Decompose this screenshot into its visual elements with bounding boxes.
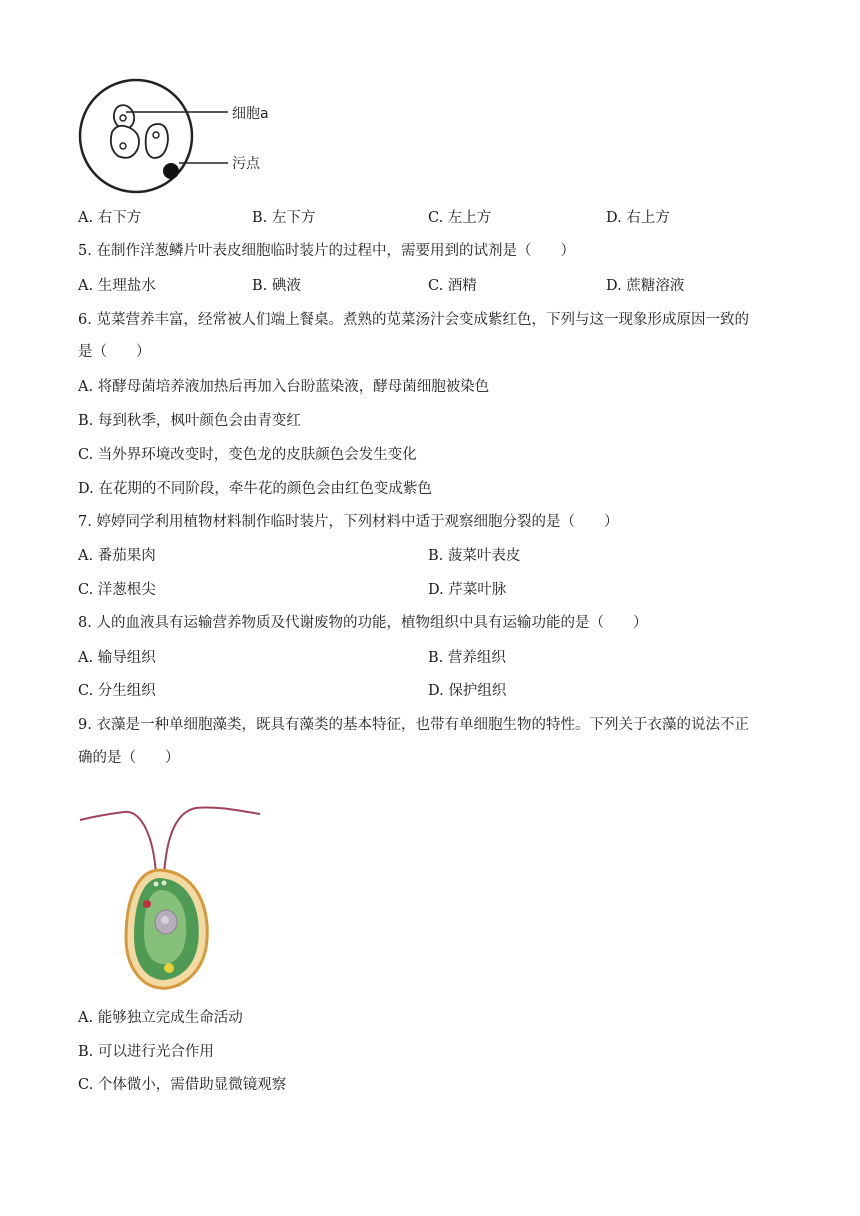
label-stain: 污点 — [232, 156, 260, 172]
q5-stem: 5. 在制作洋葱鳞片叶表皮细胞临时装片的过程中，需要用到的试剂是（ ） — [78, 243, 575, 259]
q8-option-b: B. 营养组织 — [428, 650, 506, 666]
q4-option-c: C. 左上方 — [428, 210, 492, 226]
q9-option-b: B. 可以进行光合作用 — [78, 1044, 214, 1060]
q6-option-a: A. 将酵母菌培养液加热后再加入台盼蓝染液，酵母菌细胞被染色 — [78, 379, 490, 395]
q8-stem: 8. 人的血液具有运输营养物质及代谢废物的功能，植物组织中具有运输功能的是（ ） — [78, 615, 648, 631]
q8-option-a: A. 输导组织 — [78, 650, 156, 666]
flagellum-right — [164, 807, 260, 876]
cell-shape — [111, 126, 139, 158]
q5-option-b: B. 碘液 — [252, 278, 301, 294]
q6-stem-line2: 是（ ） — [78, 344, 151, 360]
q7-stem: 7. 婷婷同学利用植物材料制作临时装片，下列材料中适于观察细胞分裂的是（ ） — [78, 514, 619, 530]
pyrenoid — [164, 963, 174, 973]
q8-option-d: D. 保护组织 — [428, 683, 507, 699]
q7-option-a: A. 番茄果肉 — [78, 548, 156, 564]
q6-option-d: D. 在花期的不同阶段，牵牛花的颜色会由红色变成紫色 — [78, 481, 432, 497]
q7-option-b: B. 菠菜叶表皮 — [428, 548, 521, 564]
cell-shape — [146, 124, 168, 158]
q6-option-c: C. 当外界环境改变时，变色龙的皮肤颜色会发生变化 — [78, 447, 417, 463]
q9-option-a: A. 能够独立完成生命活动 — [78, 1010, 243, 1026]
microscope-field-figure — [76, 76, 286, 196]
q5-option-c: C. 酒精 — [428, 278, 477, 294]
q9-option-c: C. 个体微小，需借助显微镜观察 — [78, 1077, 287, 1093]
stain-dot — [163, 163, 179, 179]
q5-option-a: A. 生理盐水 — [78, 278, 156, 294]
q6-option-b: B. 每到秋季，枫叶颜色会由青变红 — [78, 413, 301, 429]
q6-stem-line1: 6. 苋菜营养丰富，经常被人们端上餐桌。煮熟的苋菜汤汁会变成紫红色，下列与这一现象形成原因一致的 — [78, 312, 749, 328]
chlamydomonas-figure — [76, 798, 266, 994]
flagellum-left — [80, 812, 156, 876]
q4-option-a: A. 右下方 — [78, 210, 142, 226]
q9-stem-line2: 确的是（ ） — [78, 750, 180, 766]
q4-option-b: B. 左下方 — [252, 210, 316, 226]
q8-option-c: C. 分生组织 — [78, 683, 156, 699]
label-cell-a: 细胞a — [232, 106, 269, 122]
q4-option-d: D. 右上方 — [606, 210, 670, 226]
q5-option-d: D. 蔗糖溶液 — [606, 278, 685, 294]
q9-stem-line1: 9. 衣藻是一种单细胞藻类，既具有藻类的基本特征，也带有单细胞生物的特性。下列关于衣藻的说法不正 — [78, 717, 749, 733]
eyespot — [143, 900, 151, 908]
q7-option-d: D. 芹菜叶脉 — [428, 582, 507, 598]
q7-option-c: C. 洋葱根尖 — [78, 582, 156, 598]
